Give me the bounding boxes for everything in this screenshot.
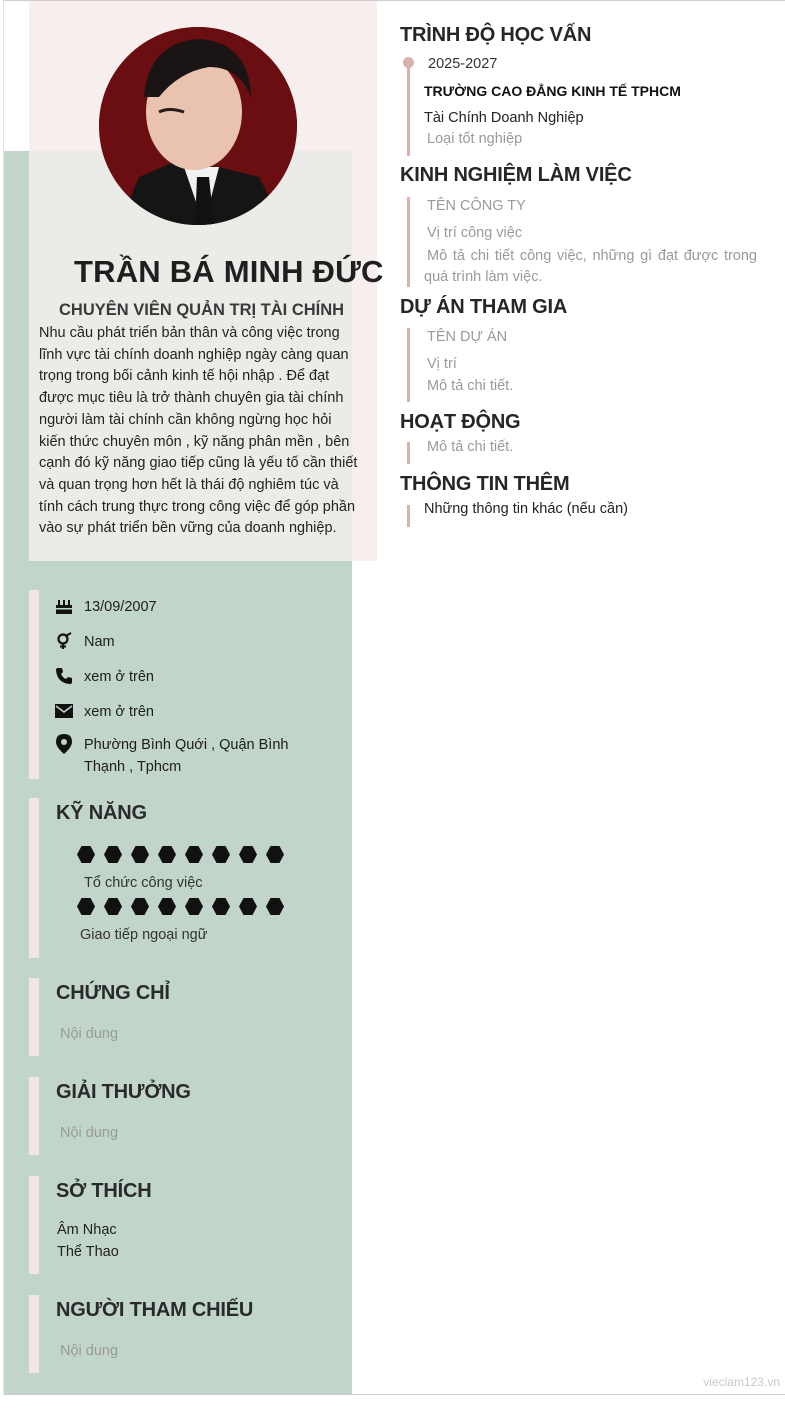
hobby-item: Thể Thao <box>57 1244 119 1260</box>
skill-level-dot <box>77 898 95 915</box>
avatar <box>99 27 297 225</box>
gender-text: Nam <box>84 634 115 650</box>
skill-name: Giao tiếp ngoại ngữ <box>80 927 208 943</box>
job-title: CHUYÊN VIÊN QUẢN TRỊ TÀI CHÍNH <box>59 301 345 319</box>
company-name: TÊN CÔNG TY <box>427 198 526 214</box>
skill-level-dot <box>104 898 122 915</box>
skill-level-dot <box>239 846 257 863</box>
education-title: TRÌNH ĐỘ HỌC VẤN <box>400 24 592 46</box>
location-pin-icon <box>54 734 74 754</box>
experience-title: KINH NGHIỆM LÀM VIỆC <box>400 164 632 186</box>
skill-level-dot <box>158 898 176 915</box>
skill-level-dot <box>185 898 203 915</box>
address-text: Phường Bình Quới , Quận Bình Thạnh , Tphcm <box>84 737 289 775</box>
job-position: Vị trí công việc <box>427 225 523 241</box>
extra-info-title: THÔNG TIN THÊM <box>400 473 570 495</box>
activities-description: Mô tả chi tiết. <box>427 439 514 455</box>
phone-icon <box>54 666 74 686</box>
phone-text: xem ở trên <box>84 669 154 685</box>
birthday-text: 13/09/2007 <box>84 599 157 615</box>
activities-timeline <box>407 442 410 464</box>
job-description: Mô tả chi tiết công việc, những gì đạt được trong quá trình làm việc. <box>424 248 757 285</box>
skill-name: Tổ chức công việc <box>84 875 203 891</box>
extra-info-timeline <box>407 505 410 527</box>
extra-info-content: Những thông tin khác (nếu cần) <box>424 501 628 517</box>
skills-card <box>29 798 352 958</box>
skill-level-dot <box>77 846 95 863</box>
references-card <box>29 1295 352 1373</box>
skill-level-dot <box>104 846 122 863</box>
skill-level-dot <box>131 846 149 863</box>
skill-level-dot <box>212 898 230 915</box>
school-name: TRƯỜNG CAO ĐẲNG KINH TẾ TPHCM <box>424 83 681 99</box>
hobbies-card <box>29 1176 352 1274</box>
skill-rating <box>77 898 284 915</box>
certificates-content: Nội dung <box>60 1026 119 1042</box>
awards-card <box>29 1077 352 1155</box>
awards-content: Nội dung <box>60 1125 119 1141</box>
project-name: TÊN DỰ ÁN <box>427 329 508 345</box>
skill-level-dot <box>185 846 203 863</box>
contact-card <box>29 590 352 779</box>
education-period: 2025-2027 <box>428 56 498 72</box>
references-content: Nội dung <box>60 1343 119 1359</box>
hobbies-title: SỞ THÍCH <box>56 1180 152 1202</box>
references-title: NGƯỜI THAM CHIẾU <box>56 1299 254 1321</box>
footer-brand: vieclam123.vn <box>703 1375 780 1389</box>
skill-rating <box>77 846 284 863</box>
skill-level-dot <box>266 898 284 915</box>
email-icon <box>54 701 74 721</box>
awards-title: GIẢI THƯỞNG <box>56 1081 191 1103</box>
activities-title: HOẠT ĐỘNG <box>400 411 521 433</box>
contact-birthday <box>54 596 294 618</box>
gender-icon <box>54 631 74 651</box>
project-role: Vị trí <box>427 356 457 372</box>
hobby-item: Âm Nhạc <box>57 1222 117 1238</box>
contact-email <box>54 701 294 723</box>
certificates-card <box>29 978 352 1056</box>
skill-level-dot <box>239 898 257 915</box>
skill-level-dot <box>212 846 230 863</box>
email-text: xem ở trên <box>84 704 154 720</box>
contact-address <box>54 734 294 778</box>
contact-gender <box>54 631 294 653</box>
education-timeline <box>407 62 410 156</box>
skill-level-dot <box>131 898 149 915</box>
skill-level-dot <box>266 846 284 863</box>
contact-phone <box>54 666 294 688</box>
skill-level-dot <box>158 846 176 863</box>
certificates-title: CHỨNG CHỈ <box>56 982 170 1004</box>
graduation-grade: Loại tốt nghiệp <box>427 131 523 147</box>
experience-timeline <box>407 197 410 287</box>
projects-timeline <box>407 328 410 402</box>
career-summary: Nhu cầu phát triển bản thân và công việc trong lĩnh vực tài chính doanh nghiệp ngày càng quan trọng trong bối cảnh kinh tế hội nhập . Để đạt được mục tiêu là trở thành chuyên gia tài chính người làm tài chính cần không ngừng học hỏi kiến thức chuyên môn , kỹ năng phân mền , bên cạnh đó kỹ năng giao tiếp cũng là yếu tố cần thiết và quan trọng hơn hết là thái độ nghiêm túc và tính cách trung thực trong công việc để góp phần vào sự phát triển bền vững của doanh nghiệp. <box>39 325 358 537</box>
birthday-cake-icon <box>54 596 74 616</box>
project-description: Mô tả chi tiết. <box>427 378 514 394</box>
skills-title: KỸ NĂNG <box>56 802 147 824</box>
candidate-name: TRẦN BÁ MINH ĐỨC <box>74 254 384 289</box>
projects-title: DỰ ÁN THAM GIA <box>400 296 568 318</box>
major: Tài Chính Doanh Nghiệp <box>424 110 584 126</box>
